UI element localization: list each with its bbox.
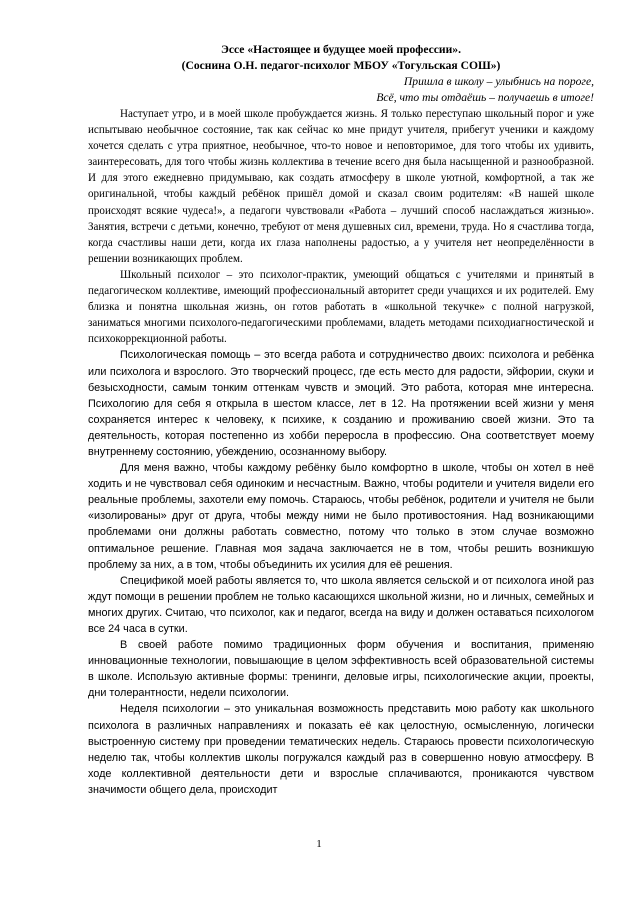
epigraph-line-1: Пришла в школу – улыбнись на пороге,	[403, 75, 594, 88]
epigraph-line-2: Всё, что ты отдаёшь – получаешь в итоге!	[376, 91, 594, 104]
document-body	[88, 42, 594, 798]
paragraph-2: Школьный психолог – это психолог-практик, умеющий общаться с учителями и принятый в педагогическом коллективе, имеющий профессиональный авторитет среди учащихся и их родителей. Ему близка и понятна школьная жизнь, он готов работать в «школьной текучке» с полной нагрузкой, заниматься многими психолого-педагогическими проблемами, владеть методами психодиагностической и психокоррекционной работы.	[88, 268, 594, 346]
paragraph-6: В своей работе помимо традиционных форм обучения и воспитания, применяю инновационные технологии, повышающие в целом эффективность всей образовательной системы в школе. Использую активные формы: тренинги, деловые игры, психологические акции, проекты, дни толерантности, недели психологии.	[88, 639, 594, 700]
page-number: 1	[316, 838, 322, 850]
paragraph-5: Спецификой моей работы является то, что школа является сельской и от психолога иной раз ждут помощи в решении проблем не только касающихся школьной жизни, но и личных, семейных и многих других. Считаю, что психолог, как и педагог, всегда на виду и должен оставаться психологом все 24 часа в сутки.	[88, 574, 594, 635]
paragraph-4: Для меня важно, чтобы каждому ребёнку было комфортно в школе, чтобы он хотел в неё ходить и не чувствовал себя одиноким и несчастным. Важно, чтобы родители и учителя видели его реальные проблемы, захотели ему помочь. Стараюсь, чтобы ребёнок, родители и учителя не были «изолированы» друг от друга, чтобы между ними не было противостояния. Над возникающими проблемами они должны работать совместно, потому что только в этом случае возможно оптимальное решение. Главная моя задача заключается не в том, чтобы решить возникшую проблему за них, а в том, чтобы объединить их усилия для её решения.	[88, 462, 594, 571]
paragraph-1: Наступает утро, и в моей школе пробуждается жизнь. Я только переступаю школьный порог и уже испытываю необычное состояние, так как сейчас ко мне придут учителя, прибегут ученики и каждому хочется сделать с утра приятное, необычное, что-то новое и неповторимое, для того чтобы их удивить, заинтересовать, для того чтобы жизнь коллектива в течение всего дня была насыщенной и разнообразной. И для этого ежедневно придумываю, как создать атмосферу в школе уютной, комфортной, а так же оригинальной, чтобы каждый ребёнок пришёл домой и сказал своим родителям: «В нашей школе происходят всякие чудеса!», а педагоги чувствовали «Работа – лучший способ наслаждаться жизнью». Занятия, встречи с детьми, конечно, требуют от меня душевных сил, времени, труда. Но я счастлива тогда, когда счастливы наши дети, когда их глаза наполнены радостью, а у учителя нет неопределённости в решении возникающих проблем.	[88, 108, 594, 265]
paragraph-7: Неделя психологии – это уникальная возможность представить мою работу как школьного психолога в различных направлениях и показать её как целостную, осмысленную, логически выстроенную систему при проведении тематических недель. Стараюсь провести психологическую неделю так, чтобы коллектив школы погружался каждый раз в совершенно новую атмосферу. В ходе коллективной деятельности дети и взрослые сплачиваются, проникаются чувством значимости общего дела, происходит	[88, 703, 594, 796]
essay-title: Эссе «Настоящее и будущее моей профессии».	[221, 43, 461, 56]
paragraph-3: Психологическая помощь – это всегда работа и сотрудничество двоих: психолога и ребёнка или психолога и взрослого. Это творческий процесс, где есть место для радости, эйфории, скуки и безысходности, самым тонким оттенкам чувств и эмоций. Это работа, которая мне интересна. Психологию для себя я открыла в шестом классе, лет в 12. На протяжении всей жизни у меня сохраняется интерес к человеку, к психике, к созданию и проживанию своей жизни. Это та деятельность, которая постепенно из хобби переросла в профессию. Она соответствует моему внутреннему состоянию, убеждению, осознанному выбору.	[88, 349, 594, 458]
author-line: (Соснина О.Н. педагог-психолог МБОУ «Тогульская СОШ»)	[181, 59, 501, 72]
